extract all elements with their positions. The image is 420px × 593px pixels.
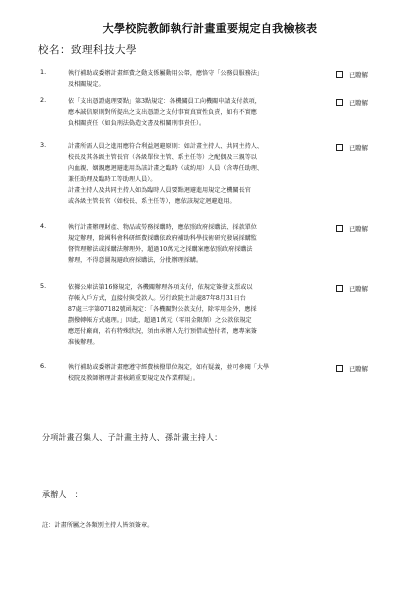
checkbox-label: 已瞭解 <box>349 72 368 79</box>
understood-checkbox-5[interactable] <box>336 284 368 293</box>
footnote: 註：計畫所屬之各類別主持人皆須簽章。 <box>42 522 154 529</box>
understood-checkbox-1[interactable] <box>336 70 368 79</box>
item-number: 1. <box>40 68 47 76</box>
understood-checkbox-2[interactable] <box>336 98 368 107</box>
checkbox-square-icon[interactable] <box>336 144 343 151</box>
checkbox-label: 已瞭解 <box>349 286 368 293</box>
school-name-line: 校名：致理科技大學 <box>38 44 137 56</box>
checkbox-label: 已瞭解 <box>349 145 368 152</box>
item-text: 執行計畫辦理財產、物品或勞務採購時，應依照政府採購法、採款單位 規定辦理，除國科會科研經費採購依政府補助科學技術研究發展採購監 督管理辦法或採購法辦理外，超過10萬元之採購案應依照政府採購法 辦理，不得意圖規避政府採購法，分批辦理採購。 <box>68 224 257 264</box>
checkbox-square-icon[interactable] <box>336 225 343 232</box>
item-text: 依據公庫法第16條規定，各機關辦理各項支付，依規定簽發支票或以 存帳入戶方式，直接付與受款人。另行政院主計處87年8月31日台 87處三字第07182號函規定：「各機關對公款支付，除零用金外，應採 劃撥轉帳方式處理。」因此，超過1萬元（零用金限額）之公款依規定 應逕付廠商，若有特殊狀況，須由承辦人先行預借或墊付者，應專案簽 准後辦理。 <box>68 284 257 346</box>
understood-checkbox-3[interactable] <box>336 143 368 152</box>
handler-signature-line[interactable]: 承辦人 ： <box>42 490 83 499</box>
item-number: 5. <box>40 282 47 290</box>
item-text: 執行補助或委辦計畫應遵守經費核撥單位規定，如有疑義，並可參閱「大學 校院及教師辦理計畫核銷重要規定及作業釋疑」。 <box>68 364 270 382</box>
item-text: 計畫所需人員之進用應符合利益迴避原則：如計畫主持人、共同主持人、 校長及其各級主管長官（各級單位主管、系主任等）之配偶及三親等以 內血親、姻親應迴避進用為該計畫之臨時（或約用）人員（含專任助理、 兼任助理及臨時工等助理人員）。 計畫主持人及共同主持人如為臨時人員要點迴避進用規定之機關長官 或各級主管長官（如校長、系主任等），應依該規定迴避進用。 <box>68 143 263 205</box>
item-number: 3. <box>40 141 47 149</box>
checkbox-square-icon[interactable] <box>336 285 343 292</box>
item-number: 6. <box>40 362 47 370</box>
understood-checkbox-4[interactable] <box>336 224 368 233</box>
checkbox-square-icon[interactable] <box>336 365 343 372</box>
item-text: 依「支出憑證處理要點」第3點規定：各機關員工向機關申請支付款項， 應本誠信原則對所提出之支出憑證之支付事實真實性負責，如有不實應 負相關責任（如負刑法偽造文書及相關刑事責任）。 <box>68 98 261 127</box>
document-title: 大學校院教師執行計畫重要規定自我檢核表 <box>102 22 318 35</box>
checkbox-square-icon[interactable] <box>336 99 343 106</box>
checkbox-label: 已瞭解 <box>349 366 368 373</box>
checkbox-label: 已瞭解 <box>349 100 368 107</box>
understood-checkbox-6[interactable] <box>336 364 368 373</box>
checkbox-square-icon[interactable] <box>336 71 343 78</box>
item-number: 2. <box>40 96 47 104</box>
checkbox-label: 已瞭解 <box>349 226 368 233</box>
item-number: 4. <box>40 222 47 230</box>
sub-project-pi-signature-line[interactable]: 分項計畫召集人、子計畫主持人、孫計畫主持人： <box>42 433 223 442</box>
item-text: 執行補助或委辦計畫經費之動支係屬動用公帑，應恪守「公務員服務法」 及相關規定。 <box>68 70 263 88</box>
